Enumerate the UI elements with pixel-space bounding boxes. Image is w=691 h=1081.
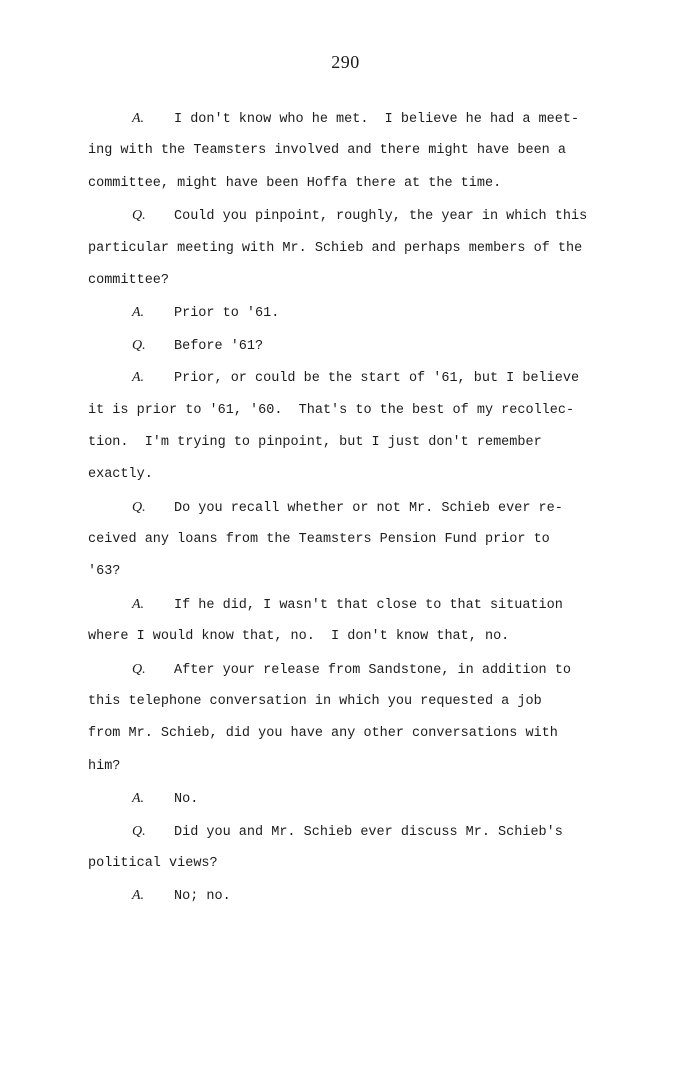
line-text: him? xyxy=(88,758,121,774)
speaker-label: Q. xyxy=(132,208,146,224)
transcript-line xyxy=(88,135,623,167)
qa-entry xyxy=(88,103,623,200)
transcript-line xyxy=(88,686,623,718)
qa-entry xyxy=(88,589,623,654)
transcript-line xyxy=(88,880,623,912)
line-text: where I would know that, no. I don't know that, no. xyxy=(88,629,510,645)
transcript-line xyxy=(88,297,623,329)
transcript-line xyxy=(88,654,623,686)
speaker-label: Q. xyxy=(132,337,146,353)
transcript-line xyxy=(88,589,623,621)
line-text: Do you recall whether or not Mr. Schieb ever re- xyxy=(174,500,563,516)
transcript-line xyxy=(88,783,623,815)
line-text: I don't know who he met. I believe he had a meet- xyxy=(174,112,580,127)
line-text: Prior to '61. xyxy=(174,306,280,322)
line-text: political views? xyxy=(88,855,218,871)
qa-entry xyxy=(88,783,623,815)
line-text: '63? xyxy=(88,564,121,580)
speaker-label: A. xyxy=(132,111,145,126)
line-text: Could you pinpoint, roughly, the year in which this xyxy=(174,209,588,225)
transcript-line xyxy=(88,265,623,297)
transcript-line xyxy=(88,492,623,524)
line-text: If he did, I wasn't that close to that situation xyxy=(174,597,563,613)
qa-entry xyxy=(88,330,623,362)
line-text: committee, might have been Hoffa there at the time. xyxy=(88,175,502,191)
transcript-line xyxy=(88,848,623,880)
speaker-label: A. xyxy=(132,791,145,807)
transcript-line xyxy=(88,233,623,265)
speaker-label: A. xyxy=(132,888,145,904)
transcript-line xyxy=(88,751,623,783)
line-text: No. xyxy=(174,792,199,808)
transcript-line xyxy=(88,621,623,653)
transcript-body xyxy=(88,103,623,913)
qa-entry xyxy=(88,654,623,784)
transcript-line xyxy=(88,330,623,362)
qa-entry xyxy=(88,297,623,329)
speaker-label: A. xyxy=(132,370,145,386)
line-text: particular meeting with Mr. Schieb and perhaps members of the xyxy=(88,240,583,256)
line-text: Did you and Mr. Schieb ever discuss Mr. Schieb's xyxy=(174,824,563,840)
transcript-line xyxy=(88,395,623,427)
qa-entry xyxy=(88,492,623,589)
transcript-line xyxy=(88,459,623,491)
transcript-line xyxy=(88,524,623,556)
line-text: Before '61? xyxy=(174,338,264,354)
speaker-label: Q. xyxy=(132,499,146,515)
transcript-line xyxy=(88,718,623,750)
transcript-line xyxy=(88,362,623,394)
line-text: No; no. xyxy=(174,889,231,905)
qa-entry xyxy=(88,816,623,881)
line-text: Prior, or could be the start of '61, but I believe xyxy=(174,371,580,387)
line-text: committee? xyxy=(88,272,170,288)
line-text: ceived any loans from the Teamsters Pension Fund prior to xyxy=(88,532,550,548)
speaker-label: Q. xyxy=(132,661,146,677)
transcript-line xyxy=(88,427,623,459)
speaker-label: A. xyxy=(132,305,145,321)
qa-entry xyxy=(88,362,623,492)
qa-entry xyxy=(88,200,623,297)
transcript-line xyxy=(88,168,623,200)
line-text: this telephone conversation in which you requested a job xyxy=(88,694,542,710)
line-text: exactly. xyxy=(88,467,153,483)
line-text: tion. I'm trying to pinpoint, but I just don't remember xyxy=(88,434,542,450)
transcript-line xyxy=(88,103,623,135)
qa-entry xyxy=(88,880,623,912)
speaker-label: A. xyxy=(132,596,145,612)
line-text: from Mr. Schieb, did you have any other conversations with xyxy=(88,726,558,742)
transcript-line xyxy=(88,556,623,588)
page-number: 290 xyxy=(331,52,360,72)
line-text: ing with the Teamsters involved and there might have been a xyxy=(88,143,566,159)
line-text: it is prior to '61, '60. That's to the best of my recollec- xyxy=(88,402,575,418)
speaker-label: Q. xyxy=(132,823,146,839)
transcript-line xyxy=(88,816,623,848)
line-text: After your release from Sandstone, in addition to xyxy=(174,662,571,678)
transcript-line xyxy=(88,200,623,232)
